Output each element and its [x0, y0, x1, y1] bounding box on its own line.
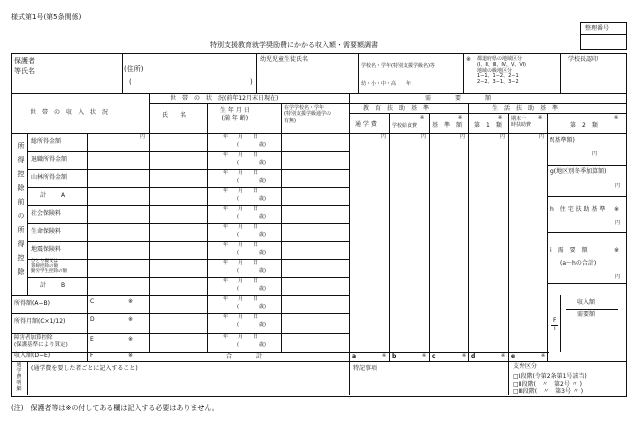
age-field[interactable]: ( 歳)	[237, 322, 266, 328]
income-row-label: 計	[40, 192, 47, 199]
total-letter: a	[352, 353, 357, 360]
form-code: 様式第1号(第5条関係)	[11, 13, 82, 21]
birth-date-field[interactable]: 年 月 日	[223, 134, 259, 140]
basic-mark: ※	[458, 115, 463, 121]
yen-3: 円	[460, 134, 466, 140]
summary-row-mark: ※	[128, 352, 134, 359]
lunch-mark: ※	[420, 115, 425, 121]
ratio-income-label: 収入額	[577, 299, 596, 306]
age-field[interactable]: ( 歳)	[237, 304, 266, 310]
winter-col: 期末一 時扶助費	[511, 116, 532, 128]
right-i-sub: (a〜hの合計)	[560, 260, 597, 267]
summary-row-letter: E	[90, 336, 94, 343]
summary-row-letter: F	[90, 352, 94, 359]
total-letter: d	[471, 353, 476, 360]
total-letter: c	[432, 353, 436, 360]
summary-row-label: 障害者加算控除 (保護基準により算定)	[14, 335, 68, 348]
age-field[interactable]: ( 歳)	[237, 214, 266, 220]
right-g-yen: 円	[615, 183, 621, 189]
income-row-letter: A	[61, 192, 66, 199]
birth-date-field[interactable]: 年 月 日	[223, 170, 259, 176]
birth-date-field[interactable]: 年 月 日	[223, 224, 259, 230]
birth-date-field[interactable]: 年 月 日	[223, 296, 259, 302]
ratio-f: F	[553, 317, 557, 324]
income-row-label: ひとり親又は 寡婦控除の額 勤労学生控除の額	[31, 259, 67, 274]
birth-col: 生 年 月 日 (満 年 齢)	[220, 107, 250, 122]
region-text: 都道府県の地域区分 (Ⅰ、Ⅱ、Ⅲ、Ⅳ、Ⅴ、Ⅵ) 地域の級地区分 1−1、1−2、2−1 2−2、3−1、3−2	[477, 56, 526, 85]
cat2-col: 第 2 類	[570, 122, 598, 129]
name-col: 氏 名	[162, 112, 187, 119]
edu-header: 教 育 扶 助 基 準	[363, 105, 430, 112]
age-field[interactable]: ( 歳)	[237, 286, 266, 292]
address-open: (	[129, 78, 132, 86]
vertical-label: 所得控除前の所得控除	[17, 142, 25, 282]
summary-row-label: 所得額(A−B)	[14, 300, 50, 307]
student-name-label: 幼児児童生徒氏名	[260, 56, 309, 63]
total-mark: ※	[462, 353, 467, 359]
lunch-col: 学校給食費	[392, 123, 418, 129]
income-row-label: 計	[40, 282, 47, 289]
principal-seal-label: 学校長認印	[568, 56, 599, 63]
income-row-label: 退職所得金額	[31, 156, 68, 163]
yen-1: 円	[381, 134, 387, 140]
income-row-label: 社会保険料	[31, 210, 62, 217]
guardian-label: 保護者 等氏名	[14, 57, 35, 75]
income-row-label: 生命保険料	[31, 228, 62, 235]
age-field[interactable]: ( 歳)	[237, 160, 266, 166]
income-row-yen: 円	[140, 134, 146, 140]
right-h-yen: 円	[615, 220, 621, 226]
income-header: 世 帯 の 収 入 状 況	[30, 109, 109, 116]
income-row-label: 山林所得金額	[31, 174, 68, 181]
total-mark: ※	[501, 353, 506, 359]
birth-date-field[interactable]: 年 月 日	[223, 314, 259, 320]
age-field[interactable]: ( 歳)	[237, 196, 266, 202]
special-notes: 特記事項	[353, 365, 378, 372]
school-levels: 幼・小・中・高 年	[361, 81, 412, 87]
demand-header: 需 要 額	[425, 95, 492, 102]
school-label: 学校名・学年(特別支援学級名)等	[361, 63, 435, 69]
basic-col: 基 準 額	[432, 122, 463, 129]
birth-date-field[interactable]: 年 月 日	[223, 206, 259, 212]
income-row-letter: B	[61, 282, 66, 289]
cat1-mark: ※	[498, 115, 503, 121]
summary-row-mark: ※	[128, 298, 134, 305]
birth-date-field[interactable]: 年 月 日	[223, 278, 259, 284]
school-fees-col: 通 学 費	[355, 121, 377, 128]
yen-4: 円	[500, 134, 506, 140]
seiri-bango-box	[580, 22, 627, 50]
life-header: 生 活 扶 助 基 準	[492, 105, 559, 112]
right-h-mark: ※	[614, 206, 620, 213]
birth-date-field[interactable]: 年 月 日	[223, 260, 259, 266]
income-row-label: 総所得金額	[31, 138, 62, 145]
birth-date-field[interactable]: 年 月 日	[223, 242, 259, 248]
page-title: 特別支援教育就学奨励費にかかる収入額・需要額調書	[210, 41, 378, 49]
total-letter: b	[392, 353, 397, 360]
summary-row-mark: ※	[128, 336, 134, 343]
summary-row-mark: ※	[128, 316, 134, 323]
right-h-label: h 住 宅 扶 助 基 準	[550, 206, 606, 213]
household-header: 世 帯 の 状 況(前年12月末日現在)	[170, 95, 279, 102]
age-field[interactable]: ( 歳)	[237, 232, 266, 238]
total-mark: ※	[382, 353, 387, 359]
age-field[interactable]: ( 歳)	[237, 268, 266, 274]
total-letter: e	[511, 353, 516, 360]
age-field[interactable]: ( 歳)	[237, 250, 266, 256]
total-mark: ※	[422, 353, 427, 359]
ratio-i: i	[554, 325, 556, 332]
footnote: (注) 保護者等は※の付してある欄は記入する必要はありません。	[11, 404, 219, 412]
tsugakuhi-label: 通学費明細	[16, 362, 22, 392]
age-field[interactable]: ( 歳)	[237, 342, 266, 348]
birth-date-field[interactable]: 年 月 日	[223, 334, 259, 340]
right-g-label: g(地区別冬季加算額)	[550, 168, 607, 175]
cat1-col: 第 1 類	[474, 122, 502, 129]
yen-5: 円	[539, 134, 545, 140]
tsugakuhi-text: (通学費を要した者ごとに記入すること)	[31, 365, 138, 372]
birth-date-field[interactable]: 年 月 日	[223, 152, 259, 158]
school-col: 在学学校名・学年 (特別支援学級通学の 有無)	[284, 105, 331, 124]
summary-row-label: 収入額(D−E)	[14, 352, 51, 359]
seiri-bango-label: 整理番号	[585, 25, 610, 32]
summary-row-letter: C	[90, 298, 95, 305]
winter-mark: ※	[538, 115, 543, 121]
right-i-label: i 需 要 額	[550, 247, 588, 254]
address-label: (住所)	[124, 65, 144, 73]
ratio-demand-label: 需要額	[577, 311, 596, 318]
total-label: 合 計	[226, 353, 263, 360]
region-mark: ※	[466, 56, 472, 63]
summary-row-label: 所得月額(C×1/12)	[14, 318, 66, 325]
birth-date-field[interactable]: 年 月 日	[223, 188, 259, 194]
right-i-yen: 円	[615, 274, 621, 280]
total-mark: ※	[541, 353, 546, 359]
summary-row-letter: D	[90, 316, 95, 323]
address-close: )	[250, 78, 253, 86]
category-lines: □Ⅰ段階(令第2条第1号該当) □Ⅱ段階( 〃 第2号 〃 ) □Ⅲ段階( 〃 第3号 〃 )	[513, 373, 587, 395]
cat2-mark: ※	[614, 115, 619, 121]
age-field[interactable]: ( 歳)	[237, 142, 266, 148]
age-field[interactable]: ( 歳)	[237, 178, 266, 184]
right-i-mark: ※	[614, 247, 620, 254]
right-f-yen: 円	[592, 151, 598, 157]
income-row-label: 地震保険料	[31, 246, 62, 253]
category-label: 支弁区分	[513, 363, 538, 370]
right-f-label: f(基準額)	[550, 137, 575, 144]
yen-2: 円	[421, 134, 427, 140]
